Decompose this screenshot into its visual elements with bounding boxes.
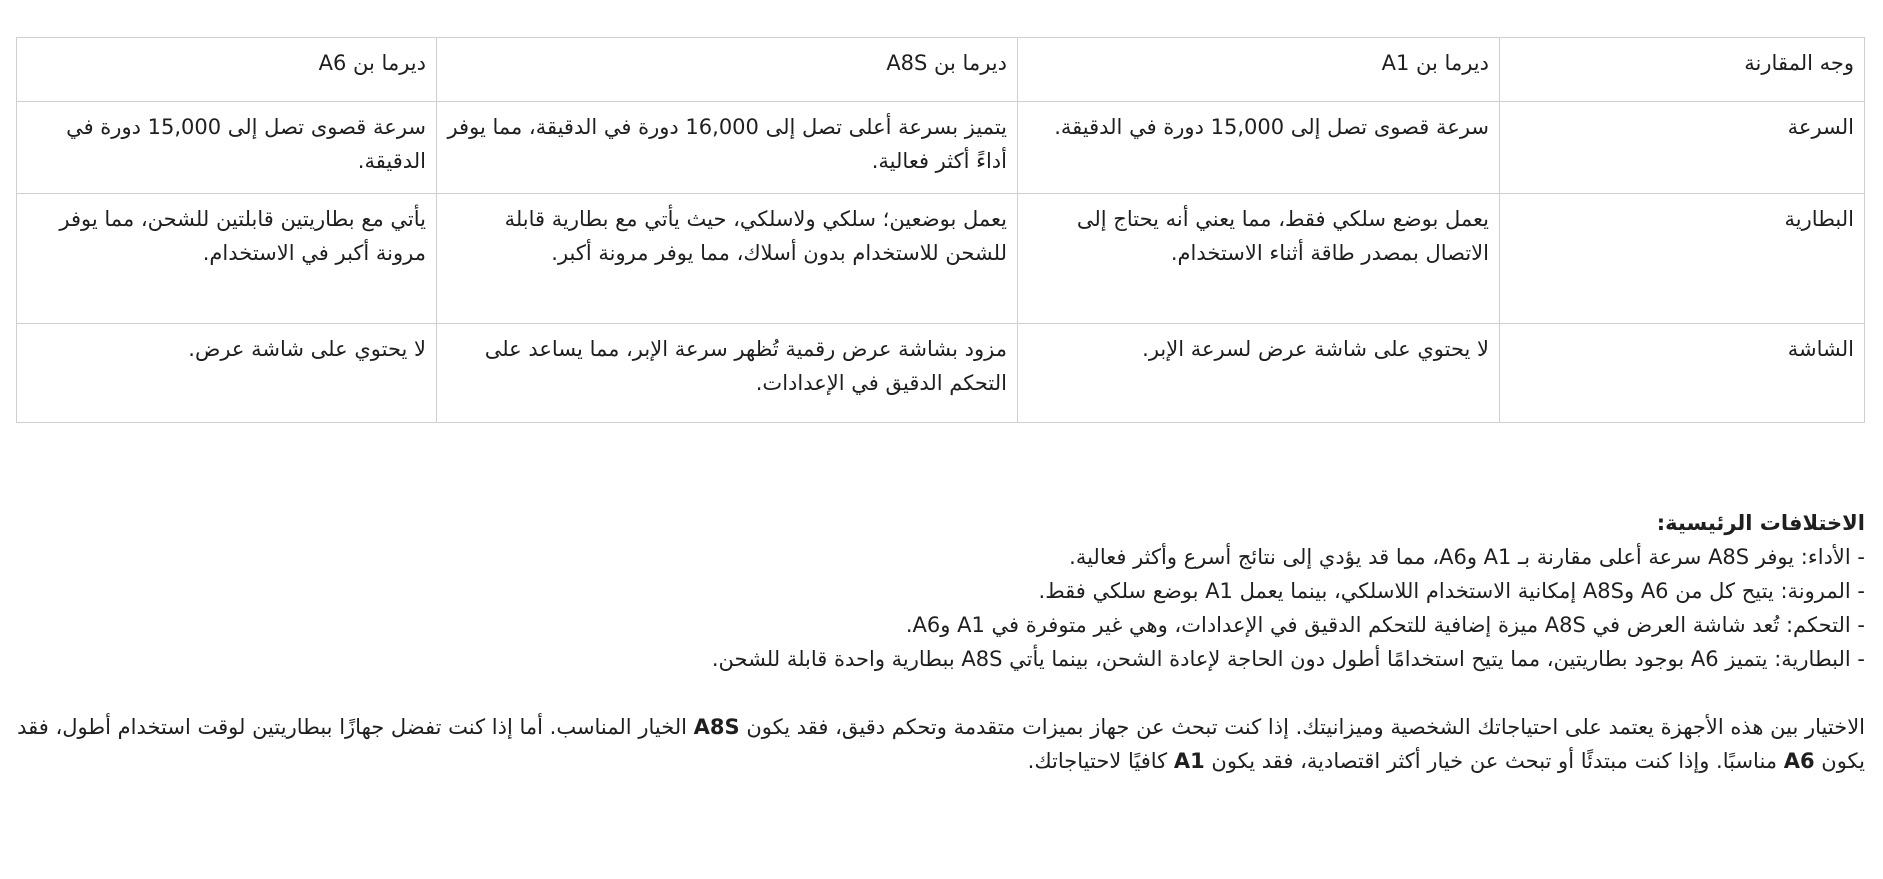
conclusion-text: مناسبًا. وإذا كنت مبتدئًا أو تبحث عن خيار أكثر اقتصادية، فقد يكون: [1211, 749, 1778, 773]
model-name: A1: [1173, 749, 1205, 773]
conclusion-paragraph: [17, 710, 1865, 778]
table-cell-aspect: الشاشة: [1500, 324, 1865, 423]
table-cell-aspect: السرعة: [1500, 102, 1865, 194]
table-cell: لا يحتوي على شاشة عرض.: [17, 324, 437, 423]
table-cell: لا يحتوي على شاشة عرض لسرعة الإبر.: [1018, 324, 1500, 423]
table-cell: سرعة قصوى تصل إلى 15,000 دورة في الدقيقة.: [17, 102, 437, 194]
table-cell: سرعة قصوى تصل إلى 15,000 دورة في الدقيقة.: [1018, 102, 1500, 194]
comparison-table: [16, 37, 1865, 423]
summary-title: الاختلافات الرئيسية:: [1656, 511, 1865, 535]
summary-point: - الأداء: يوفر A8S سرعة أعلى مقارنة بـ A1 وA6، مما قد يؤدي إلى نتائج أسرع وأكثر فعالية.: [1069, 545, 1865, 569]
model-name: A8S: [693, 715, 740, 739]
header-cell: ديرما بن A1: [1018, 38, 1500, 102]
conclusion-text: كافيًا لاحتياجاتك.: [1027, 749, 1168, 773]
table-cell: يعمل بوضعين؛ سلكي ولاسلكي، حيث يأتي مع بطارية قابلة للشحن للاستخدام بدون أسلاك، مما يوفر مرونة أكبر.: [437, 194, 1018, 324]
summary-section: [17, 506, 1865, 778]
header-cell: ديرما بن A6: [17, 38, 437, 102]
table-row: [17, 102, 1865, 194]
table-cell-aspect: البطارية: [1500, 194, 1865, 324]
table-cell: مزود بشاشة عرض رقمية تُظهر سرعة الإبر، مما يساعد على التحكم الدقيق في الإعدادات.: [437, 324, 1018, 423]
summary-point: - التحكم: تُعد شاشة العرض في A8S ميزة إضافية للتحكم الدقيق في الإعدادات، وهي غير متوفرة في A1 وA6.: [905, 613, 1865, 637]
table-cell: يأتي مع بطاريتين قابلتين للشحن، مما يوفر مرونة أكبر في الاستخدام.: [17, 194, 437, 324]
table-cell: يتميز بسرعة أعلى تصل إلى 16,000 دورة في الدقيقة، مما يوفر أداءً أكثر فعالية.: [437, 102, 1018, 194]
table-row: [17, 324, 1865, 423]
table-cell: يعمل بوضع سلكي فقط، مما يعني أنه يحتاج إلى الاتصال بمصدر طاقة أثناء الاستخدام.: [1018, 194, 1500, 324]
document: [17, 37, 1865, 773]
header-cell: وجه المقارنة: [1500, 38, 1865, 102]
table-row: [17, 194, 1865, 324]
summary-point: - البطارية: يتميز A6 بوجود بطاريتين، مما يتيح استخدامًا أطول دون الحاجة لإعادة الشحن، بينما يأتي A8S ببطارية واحدة قابلة للشحن.: [711, 647, 1865, 671]
conclusion-text: الخيار المناسب. أما إذا كنت تفضل جهازًا ببطاريتين لوقت استخدام أطول، فقد يكون: [17, 715, 1865, 773]
conclusion-text: الاختيار بين هذه الأجهزة يعتمد على احتياجاتك الشخصية وميزانيتك. إذا كنت تبحث عن جهاز بميزات متقدمة وتحكم دقيق، فقد يكون: [746, 715, 1865, 739]
model-name: A6: [1783, 749, 1815, 773]
summary-point: - المرونة: يتيح كل من A6 وA8S إمكانية الاستخدام اللاسلكي، بينما يعمل A1 بوضع سلكي فقط.: [1038, 579, 1865, 603]
table-header-row: [17, 38, 1865, 102]
header-cell: ديرما بن A8S: [437, 38, 1018, 102]
